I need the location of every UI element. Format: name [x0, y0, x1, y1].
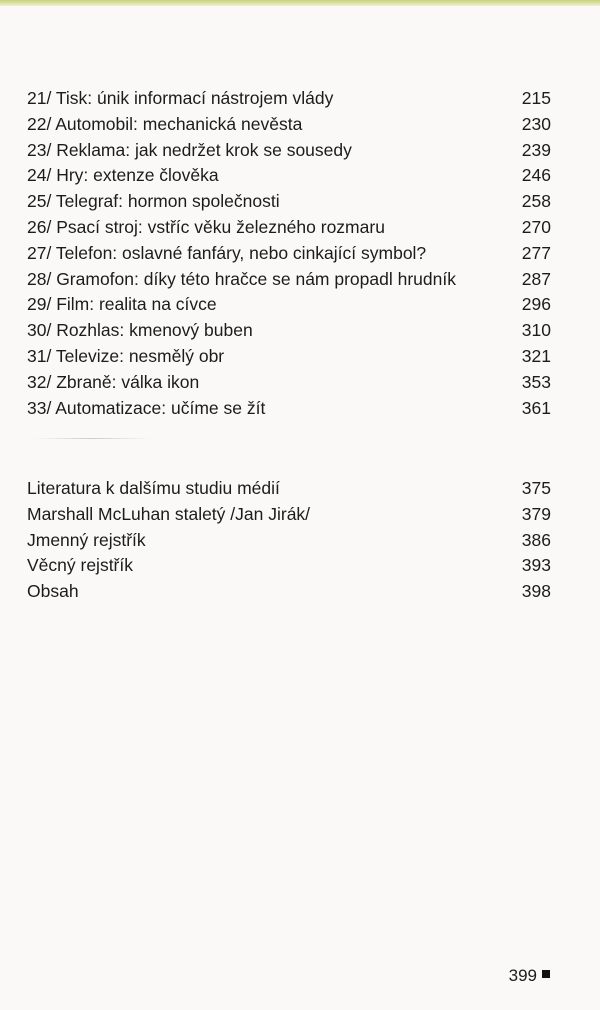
toc-entry-title: 22/ Automobil: mechanická nevěsta — [27, 113, 303, 134]
toc-entry-title: 27/ Telefon: oslavné fanfáry, nebo cinkající symbol? — [27, 242, 427, 263]
toc-entry-title: 26/ Psací stroj: vstříc věku železného rozmaru — [27, 216, 385, 237]
toc-entry-page: 246 — [521, 165, 551, 186]
toc-entry-title: 24/ Hry: extenze člověka — [27, 165, 219, 186]
toc-entry-page: 321 — [521, 345, 551, 366]
toc-row-26 — [27, 215, 551, 241]
scan-top-edge — [0, 0, 600, 6]
toc-chapters — [27, 86, 551, 421]
toc-row-28 — [27, 267, 551, 293]
toc-entry-page: 270 — [521, 216, 551, 237]
toc-entry-title: 25/ Telegraf: hormon společnosti — [27, 191, 280, 212]
toc-entry-page: 277 — [521, 242, 551, 263]
toc-entry-title: Obsah — [27, 581, 79, 602]
toc-row-vecny-rejstrik — [27, 553, 551, 579]
toc-entry-title: 29/ Film: realita na cívce — [27, 294, 217, 315]
toc-entry-page: 379 — [521, 503, 551, 524]
toc-row-obsah — [27, 579, 551, 605]
toc-entry-title: 33/ Automatizace: učíme se žít — [27, 397, 266, 418]
toc-entry-title: 28/ Gramofon: díky této hračce se nám propadl hrudník — [27, 268, 456, 289]
toc-entry-page: 258 — [521, 191, 551, 212]
toc-entry-page: 386 — [521, 529, 551, 550]
toc-row-29 — [27, 292, 551, 318]
toc-entry-title: 30/ Rozhlas: kmenový buben — [27, 320, 253, 341]
toc-entry-title: 32/ Zbraně: válka ikon — [27, 371, 200, 392]
toc-entry-page: 375 — [521, 478, 551, 498]
toc-row-23 — [27, 138, 551, 164]
toc-entry-page: 398 — [521, 581, 551, 602]
toc-entry-page: 215 — [521, 88, 551, 108]
toc-row-22 — [27, 112, 551, 138]
toc-row-literatura — [27, 476, 551, 502]
black-square-icon — [542, 970, 550, 978]
toc-entry-page: 230 — [521, 113, 551, 134]
toc-entry-page: 393 — [521, 555, 551, 576]
toc-row-jmenny-rejstrik — [27, 528, 551, 554]
toc-row-24 — [27, 163, 551, 189]
toc-appendix — [27, 476, 551, 605]
toc-entry-page: 287 — [521, 268, 551, 289]
toc-entry-title: Literatura k dalšímu studiu médií — [27, 478, 280, 498]
toc-entry-page: 353 — [521, 371, 551, 392]
toc-entry-title: Věcný rejstřík — [27, 555, 133, 576]
toc-entry-page: 361 — [521, 397, 551, 418]
toc-entry-title: 31/ Televize: nesmělý obr — [27, 345, 225, 366]
toc-row-27 — [27, 241, 551, 267]
toc-entry-title: Marshall McLuhan staletý /Jan Jirák/ — [27, 503, 311, 524]
page-number: 399 — [508, 966, 537, 985]
section-divider — [32, 438, 152, 439]
toc-entry-page: 239 — [521, 139, 551, 160]
toc-row-31 — [27, 344, 551, 370]
toc-entry-page: 310 — [521, 320, 551, 341]
toc-row-33 — [27, 396, 551, 422]
toc-entry-title: 21/ Tisk: únik informací nástrojem vlády — [27, 88, 334, 108]
toc-row-30 — [27, 318, 551, 344]
page-footer — [509, 966, 550, 986]
toc-entry-page: 296 — [521, 294, 551, 315]
toc-row-21 — [27, 86, 551, 112]
toc-row-32 — [27, 370, 551, 396]
toc-row-mcluhan — [27, 502, 551, 528]
toc-entry-title: 23/ Reklama: jak nedržet krok se sousedy — [27, 139, 352, 160]
toc-entry-title: Jmenný rejstřík — [27, 529, 146, 550]
toc-row-25 — [27, 189, 551, 215]
